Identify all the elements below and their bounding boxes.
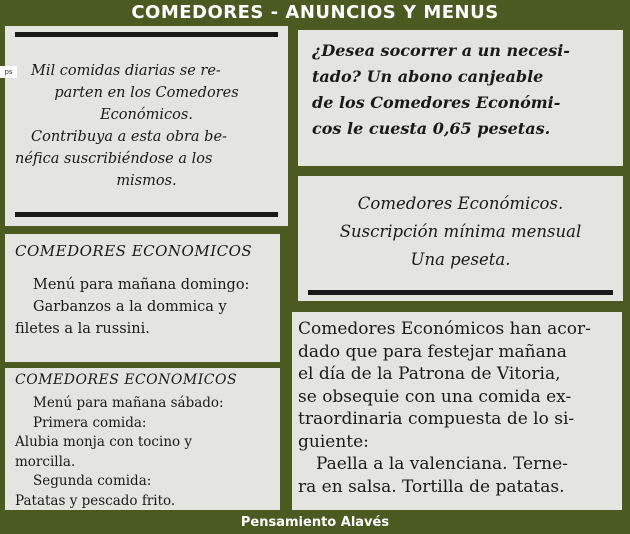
- text-line: cos le cuesta 0,65 pesetas.: [312, 119, 551, 138]
- text-line: Comedores Económicos han acor-: [298, 319, 591, 339]
- text-line: ra en salsa. Tortilla de patatas.: [298, 476, 565, 497]
- text-line: Garbanzos a la dommica y: [33, 299, 227, 315]
- text-line: Económicos.: [100, 107, 193, 123]
- page-title: COMEDORES - ANUNCIOS Y MENUS: [131, 2, 499, 23]
- text-line: Mil comidas diarias se re-: [31, 63, 221, 79]
- clipping-text: [298, 318, 616, 498]
- bottom-rule: [15, 212, 278, 217]
- clipping-text: [15, 394, 272, 510]
- text-line: Suscripción mínima mensual: [339, 222, 582, 241]
- text-line: se obsequie con una comida ex-: [298, 386, 572, 407]
- text-line: guiente:: [298, 431, 369, 452]
- clipping-heading: COMEDORES ECONOMICOS: [15, 372, 238, 388]
- clipping-text: [304, 190, 617, 274]
- clipping-text: [15, 274, 272, 340]
- text-line: el día de la Patrona de Vitoria,: [298, 364, 561, 384]
- text-line: parten en los Comedores: [54, 85, 239, 101]
- text-line: de los Comedores Económi-: [312, 93, 561, 112]
- text-line: Comedores Económicos.: [357, 194, 564, 213]
- text-line: néfica suscribiéndose a los: [15, 151, 213, 167]
- text-line: Una peseta.: [410, 250, 511, 269]
- clipping-text: [13, 60, 280, 192]
- clipping-heading: COMEDORES ECONOMICOS: [15, 242, 253, 260]
- text-line: Contribuya a esta obra be-: [31, 129, 227, 145]
- source-caption: Pensamiento Alavés: [240, 515, 390, 530]
- text-line: dado que para festejar mañana: [298, 341, 567, 362]
- text-line: morcilla.: [15, 453, 76, 470]
- clipping-menu-sabado: [5, 368, 280, 510]
- text-line: filetes a la russini.: [15, 321, 150, 337]
- side-tag: ps: [0, 66, 17, 78]
- clipping-suscripcion: [298, 176, 623, 301]
- bottom-rule: [308, 290, 613, 295]
- text-line: Patatas y pescado frito.: [15, 492, 176, 509]
- text-line: traordinaria compuesta de lo si-: [298, 409, 575, 429]
- text-line: mismos.: [116, 173, 177, 189]
- text-line: Paella a la valenciana. Terne-: [316, 454, 568, 474]
- text-line: Alubia monja con tocino y: [15, 434, 193, 450]
- clipping-patrona: [292, 312, 622, 510]
- text-line: tado? Un abono canjeable: [312, 67, 544, 86]
- clipping-menu-domingo: [5, 234, 280, 362]
- clipping-donate: [5, 26, 288, 226]
- text-line: ¿Desea socorrer a un necesi-: [312, 41, 570, 60]
- top-rule: [15, 32, 278, 37]
- clipping-text: [312, 38, 613, 142]
- text-line: Primera comida:: [33, 414, 147, 431]
- text-line: Menú para mañana domingo:: [33, 277, 250, 293]
- clipping-abono: [298, 30, 623, 166]
- text-line: Menú para mañana sábado:: [33, 395, 224, 411]
- text-line: Segunda comida:: [33, 473, 152, 489]
